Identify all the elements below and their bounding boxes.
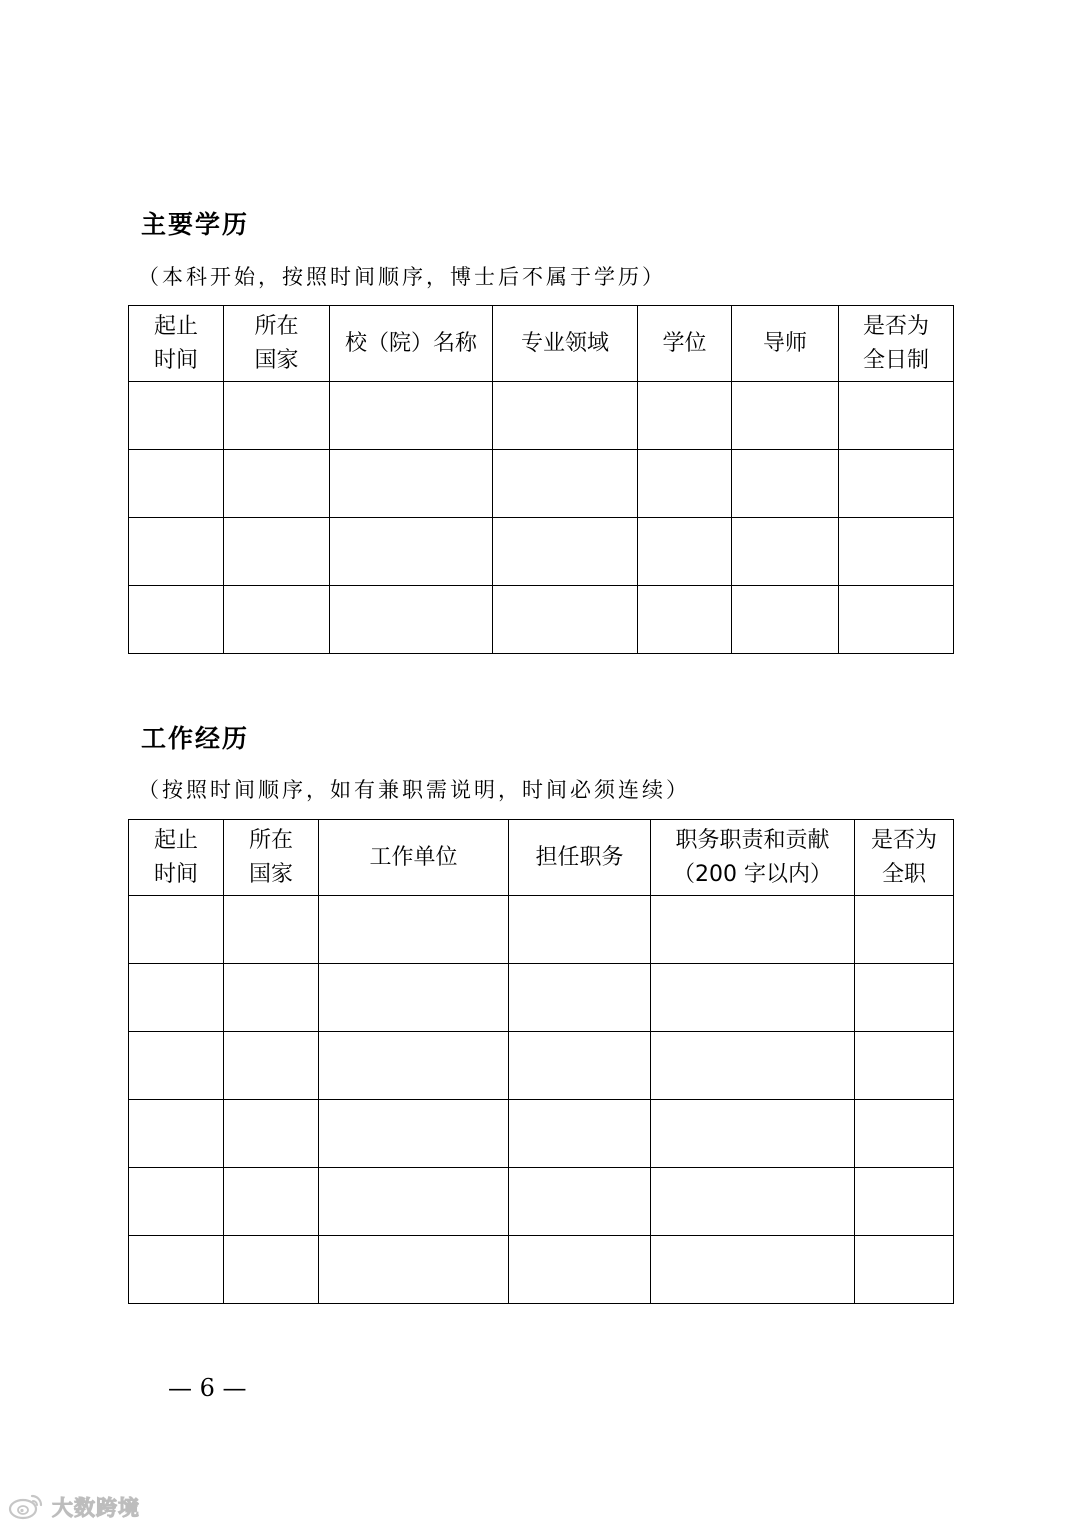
work-table-row <box>129 1168 954 1236</box>
education-header-period: 起止 时间 <box>129 306 224 382</box>
work-table-cell[interactable] <box>129 896 224 964</box>
work-table-cell[interactable] <box>319 1032 509 1100</box>
work-table-cell[interactable] <box>855 1168 954 1236</box>
work-table-cell[interactable] <box>651 1236 855 1304</box>
work-table-cell[interactable] <box>509 1236 651 1304</box>
work-table-cell[interactable] <box>651 964 855 1032</box>
work-header-fulltime: 是否为 全职 <box>855 820 954 896</box>
work-table-cell[interactable] <box>224 896 319 964</box>
work-table-row <box>129 1032 954 1100</box>
work-header-duties: 职务职责和贡献 （200 字以内） <box>651 820 855 896</box>
education-table <box>128 305 954 654</box>
education-table-cell[interactable] <box>839 382 954 450</box>
watermark-text: 大数跨境 <box>52 1496 140 1520</box>
work-table-cell[interactable] <box>129 1168 224 1236</box>
work-table-cell[interactable] <box>651 896 855 964</box>
education-section-title: 主要学历 <box>141 210 250 239</box>
work-table-cell[interactable] <box>224 1032 319 1100</box>
work-table-cell[interactable] <box>224 1100 319 1168</box>
work-table-row <box>129 964 954 1032</box>
work-table-cell[interactable] <box>319 964 509 1032</box>
education-section-note: （本科开始，按照时间顺序，博士后不属于学历） <box>138 265 666 289</box>
education-table-cell[interactable] <box>224 450 330 518</box>
work-header-period: 起止 时间 <box>129 820 224 896</box>
work-table-cell[interactable] <box>855 896 954 964</box>
education-table-row <box>129 450 954 518</box>
education-header-fulltime: 是否为 全日制 <box>839 306 954 382</box>
education-table-cell[interactable] <box>732 450 839 518</box>
education-table-cell[interactable] <box>638 518 732 586</box>
work-table-cell[interactable] <box>129 1100 224 1168</box>
education-table-row <box>129 518 954 586</box>
education-header-school: 校（院）名称 <box>330 306 493 382</box>
education-header-degree: 学位 <box>638 306 732 382</box>
work-table-cell[interactable] <box>224 1168 319 1236</box>
work-header-row <box>129 820 954 896</box>
education-table-cell[interactable] <box>839 518 954 586</box>
education-table-cell[interactable] <box>493 450 638 518</box>
work-table-row <box>129 1100 954 1168</box>
education-header-advisor: 导师 <box>732 306 839 382</box>
education-header-country: 所在 国家 <box>224 306 330 382</box>
watermark <box>8 1492 140 1522</box>
education-header-major: 专业领域 <box>493 306 638 382</box>
work-table-cell[interactable] <box>129 1032 224 1100</box>
work-header-country: 所在 国家 <box>224 820 319 896</box>
education-table-cell[interactable] <box>493 518 638 586</box>
education-table-cell[interactable] <box>839 450 954 518</box>
work-table-row <box>129 896 954 964</box>
education-table-cell[interactable] <box>493 586 638 654</box>
education-table-cell[interactable] <box>493 382 638 450</box>
work-table-cell[interactable] <box>651 1032 855 1100</box>
page-number: — 6 — <box>168 1374 247 1402</box>
education-table-cell[interactable] <box>638 382 732 450</box>
work-table-cell[interactable] <box>129 1236 224 1304</box>
education-table-cell[interactable] <box>732 586 839 654</box>
work-header-employer: 工作单位 <box>319 820 509 896</box>
work-table-cell[interactable] <box>855 964 954 1032</box>
education-table-cell[interactable] <box>638 450 732 518</box>
education-table-row <box>129 382 954 450</box>
work-table-cell[interactable] <box>855 1236 954 1304</box>
work-table-cell[interactable] <box>509 1032 651 1100</box>
work-table-row <box>129 1236 954 1304</box>
work-table-cell[interactable] <box>319 1100 509 1168</box>
work-table-cell[interactable] <box>509 964 651 1032</box>
work-header-position: 担任职务 <box>509 820 651 896</box>
education-table-cell[interactable] <box>129 450 224 518</box>
work-section-title: 工作经历 <box>141 724 250 753</box>
education-table-cell[interactable] <box>224 382 330 450</box>
work-section-note: （按照时间顺序，如有兼职需说明，时间必须连续） <box>138 778 690 802</box>
work-table-cell[interactable] <box>855 1032 954 1100</box>
work-table-cell[interactable] <box>651 1100 855 1168</box>
education-table-cell[interactable] <box>732 518 839 586</box>
work-table-cell[interactable] <box>129 964 224 1032</box>
education-table-cell[interactable] <box>732 382 839 450</box>
work-table-cell[interactable] <box>319 1236 509 1304</box>
work-table-cell[interactable] <box>319 896 509 964</box>
education-table-cell[interactable] <box>330 518 493 586</box>
work-table <box>128 819 954 1304</box>
education-table-cell[interactable] <box>129 518 224 586</box>
education-table-cell[interactable] <box>129 382 224 450</box>
education-table-cell[interactable] <box>330 382 493 450</box>
education-table-row <box>129 586 954 654</box>
education-table-cell[interactable] <box>224 518 330 586</box>
work-table-cell[interactable] <box>651 1168 855 1236</box>
work-table-cell[interactable] <box>855 1100 954 1168</box>
work-table-cell[interactable] <box>319 1168 509 1236</box>
work-table-cell[interactable] <box>509 1100 651 1168</box>
education-table-cell[interactable] <box>224 586 330 654</box>
education-header-row <box>129 306 954 382</box>
education-table-cell[interactable] <box>638 586 732 654</box>
education-table-cell[interactable] <box>330 450 493 518</box>
work-table-cell[interactable] <box>509 896 651 964</box>
work-table-cell[interactable] <box>509 1168 651 1236</box>
weibo-logo-icon <box>8 1493 46 1521</box>
work-table-cell[interactable] <box>224 964 319 1032</box>
education-table-cell[interactable] <box>839 586 954 654</box>
education-table-cell[interactable] <box>330 586 493 654</box>
education-table-cell[interactable] <box>129 586 224 654</box>
work-table-cell[interactable] <box>224 1236 319 1304</box>
